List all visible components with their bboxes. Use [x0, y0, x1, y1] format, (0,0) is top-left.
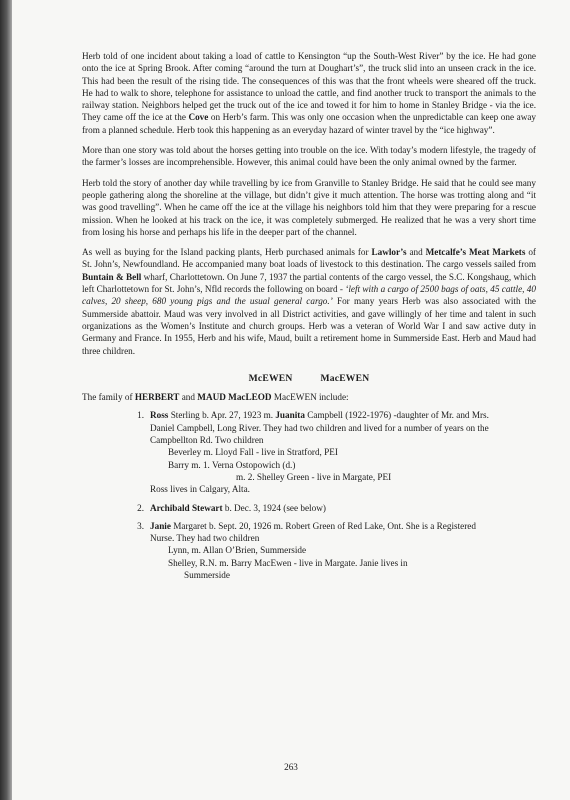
bold-text: Buntain & Bell: [82, 271, 142, 282]
text-span: MacEWEN include:: [271, 392, 349, 403]
item-number: 1.: [137, 410, 144, 421]
text-span: wharf, Charlottetown. On June 7, 1937 the partial contents of the cargo vessel, the S.C. Kongshaug, which left Charlottetown for St. John’s, Nfld records the following on board -: [82, 271, 536, 295]
list-item: [82, 520, 536, 581]
heading-mcewen: McEWEN: [248, 372, 293, 384]
paragraph-horses: More than one story was told about the horses getting into trouble on the ice. With today’s modern lifestyle, the tragedy of the farmer’s losses are incomprehensible. However, this animal could have been the only animal owned by the farmer.: [82, 145, 536, 168]
bold-text: Metcalfe’s Meat Markets: [425, 247, 526, 258]
grandchild-line: m. 2. Shelley Green - live in Margate, PEI: [236, 471, 392, 482]
child-name: Archibald Stewart: [150, 502, 223, 513]
text-span: The family of: [82, 392, 135, 403]
family-children-list: [82, 409, 536, 581]
family-heading: [82, 373, 536, 385]
entry-main: [150, 502, 490, 514]
bold-text: MAUD MacLEOD: [197, 392, 272, 403]
grandchild-line: Barry m. 1. Verna Ostopowich (d.): [168, 459, 296, 470]
paragraph-ice-truck: [82, 50, 536, 136]
child-entry-janie: [150, 520, 490, 581]
grandchild-line: Summerside: [184, 569, 230, 580]
grandchild-line: Shelley, R.N. m. Barry MacEwen - live in Margate. Janie lives in: [168, 557, 408, 568]
book-page: [12, 0, 570, 800]
grandchild-line: Beverley m. Lloyd Fall - live in Stratford, PEI: [168, 447, 338, 458]
text-span: of St. John’s, Newfoundland. He accompanied many boat loads of livestock to this destination. The cargo vessels sailed from: [82, 247, 536, 270]
text-span: Margaret b. Sept. 20, 1926 m. Robert Green of Red Lake, Ont. She is a Registered Nurse. They had two children: [150, 520, 476, 544]
spouse-name: Juanita: [275, 410, 305, 421]
family-intro: [82, 391, 536, 403]
child-name: Janie: [150, 520, 171, 531]
bold-text: Cove: [188, 112, 209, 123]
text-span: b. Dec. 3, 1924 (see below): [222, 502, 326, 513]
italic-quote: ‘left with a cargo of 2500 bags of oats, 45 cattle, 40 calves, 20 sheep, 680 young pigs and the usual general cargo.’: [82, 284, 536, 307]
heading-macewen: MacEWEN: [320, 372, 370, 384]
page-content: [82, 50, 536, 587]
item-number: 3.: [137, 520, 144, 531]
text-span: and: [406, 247, 426, 258]
child-name: Ross: [150, 410, 169, 421]
list-item: [82, 409, 536, 495]
text-span: For many years Herb was also associated with the Summerside abattoir. Maud was very involved in all District activities, and gave willingly of her time and talent in such organizations as the Women’s Institute and church groups. Herb was a veteran of World War I and saw active duty in Germany and France. In 1955, Herb and his wife, Maud, built a retirement home in Summerside East. Herb and Maud had three children.: [82, 296, 537, 356]
bold-text: HERBERT: [134, 392, 180, 403]
item-number: 2.: [137, 502, 144, 513]
child-entry-archibald: [150, 502, 490, 514]
text-span: Sterling b. Apr. 27, 1923 m.: [168, 410, 276, 421]
text-span: on Herb’s farm. This was only one occasion when the unpredictable can keep one away from a planned schedule. Herb took this happening as an everyday hazard of winter travel by the “ice highway”.: [82, 112, 536, 135]
child-entry-ross: [150, 409, 490, 495]
book-binding-shadow: [0, 0, 12, 800]
text-span: Herb told of one incident about taking a load of cattle to Kensington “up the South-West River” by the ice. He had gone onto the ice at Spring Brook. After coming “around the turn at Doughart’s”, the truck slid into an unseen crack in the ice. This had been the result of the rising tide. The consequences of this was that the front wheels were sheared off the truck. He had to walk to shore, telephone for assistance to unload the cattle, and find another truck to transport the animals to the railway station. Neighbors helped get the truck out of the ice and towed it for him to home in Stanley Bridge - via the ice. They came off the ice at the: [82, 51, 536, 123]
text-span: and: [179, 392, 198, 403]
text-span: Campbell (1922-1976) -daughter of Mr. and Mrs. Daniel Campbell, Long River. They had two children and lived for a number of years on the Campbellton Rd. Two children: [150, 410, 489, 446]
paragraph-livestock-trade: [82, 246, 536, 357]
page-number: 263: [284, 762, 298, 772]
paragraph-granville: Herb told the story of another day while travelling by ice from Granville to Stanley Bridge. He said that he could see many people gathering along the shoreline at the village, but didn’t give it much attention. The horse was trotting along and “it was good travelling”. When he came off the ice at the village his neighbors told him that they were preparing for a rescue mission. When he looked at his track on the ice, it was completely submerged. He realized that he was a very short time from losing his horse and perhaps his life in the deeper part of the channel.: [82, 177, 536, 237]
entry-main: [150, 409, 490, 446]
grandchild-line: Lynn, m. Allan O’Brien, Summerside: [168, 545, 307, 556]
entry-main: [150, 520, 490, 545]
bold-text: Lawlor’s: [371, 247, 407, 258]
list-item: [82, 502, 536, 514]
entry-note: Ross lives in Calgary, Alta.: [150, 484, 250, 495]
text-span: As well as buying for the Island packing plants, Herb purchased animals for: [82, 247, 372, 258]
